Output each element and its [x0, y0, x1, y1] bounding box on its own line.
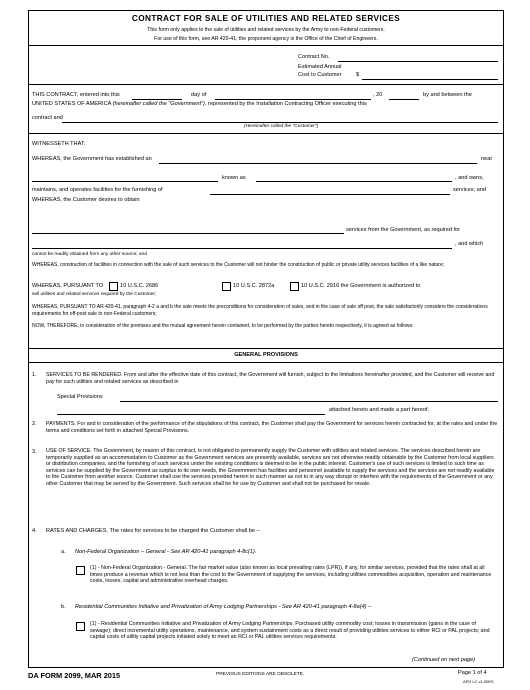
contract-no-field[interactable] [338, 61, 498, 62]
usc-2686-checkbox[interactable] [109, 282, 118, 291]
maintains-text: maintains, and operates facilities for the furnishing of [32, 187, 163, 193]
services-from-text: services from the Government, as required for [346, 227, 461, 233]
and-owns-text: , and owns, [455, 175, 484, 181]
cannot-obtain-text: cannot be readily obtained from any other source; and [32, 252, 147, 257]
day-of-text: day of [191, 92, 207, 98]
version-label: APD LC v1.00ES [463, 679, 494, 684]
installation-field[interactable] [159, 163, 477, 164]
services-and-text: services; and [453, 187, 486, 193]
year-field[interactable] [389, 99, 419, 100]
whereas-ar-text: WHEREAS, PURSUANT TO AR 420-41, paragraph 4-2 a and b the sale meets the preconditions for consideration of sales, and in the case of sale off post, the sale satisfactorily considers the considerations requirements for off-post sale to non-Federal customers; [32, 304, 488, 317]
header-divider [28, 84, 504, 85]
rate-b1-text: (1) - Residential Communities Initiative and Privatization of Army Lodging Partnerships. Purchased utility commodity cost; losses in transmission (gains in the case of sewage); direct incremental utility operations, maintenance, and system sustainment costs as a direct result of providing utilities services to either RCI or PAL projects; and capital costs of utility capital projects initiated solely to meet an RCI or PAL utilities services requirements. [90, 621, 490, 641]
rate-b-text: Residential Communities Initiative and Privatization of Army Lodging Partnerships - See AR 420-41 paragraph 4-8a(4) – [75, 604, 372, 610]
page-number: Page 1 of 4 [458, 670, 487, 676]
general-provisions-top-rule [28, 348, 504, 349]
rate-b-label: b. [61, 604, 66, 610]
form-title: CONTRACT FOR SALE OF UTILITIES AND RELATED SERVICES [131, 14, 401, 23]
general-provisions-bottom-rule [28, 362, 504, 363]
whereas-obtain-text: WHEREAS, the Customer desires to obtain [32, 197, 140, 203]
now-therefore-text: NOW, THEREFORE, in consideration of the premises and the mutual agreement herein contained, to be performed by the parties hereto respectively, it is agreed as follows: [32, 323, 414, 329]
provision-1-number: 1. [32, 372, 37, 378]
title-divider [28, 45, 504, 46]
by-and-between-text: by and between the [423, 92, 472, 98]
whereas-established-text: WHEREAS, the Government has established an [32, 156, 152, 162]
known-as-field[interactable] [256, 181, 452, 182]
rate-a-label: a. [61, 549, 66, 555]
location-field[interactable] [32, 181, 218, 182]
cost-to-customer-label: Cost to Customer [298, 72, 342, 78]
usc-2916-label: 10 U.S.C. 2916 the Government is authorized to [301, 283, 421, 289]
day-field[interactable] [132, 99, 182, 100]
witnesseth-heading: WITNESSETH THAT: [32, 141, 86, 147]
services-type-field[interactable] [32, 233, 344, 234]
customer-name-field[interactable] [62, 122, 498, 123]
usc-2916-checkbox[interactable] [290, 282, 299, 291]
intro-line-2 [32, 101, 367, 108]
provision-1-text: SERVICES TO BE RENDERED. From and after the effective date of this contract, the Government will furnish, subject to the limitations hereinafter provided, and the Customer will receive and pay for such utilities and related services as described in [46, 372, 495, 385]
year-prefix-text: , 20 [373, 92, 383, 98]
whereas-construction-text: WHEREAS, construction of facilities in connection with the sale of such services to the Customer will not hinder the construction of public or private utility services facilities of a like nature; [32, 262, 445, 268]
provision-2-number: 2. [32, 421, 37, 427]
contract-no-label: Contract No. [298, 54, 330, 60]
form-subtitle-proponent: For use of this form, see AR 420-41; the proponent agency is the Office of the Chief of Engineers. [154, 36, 378, 42]
special-provisions-field-2[interactable] [57, 414, 325, 415]
intro-divider [28, 133, 504, 134]
provision-2-text: PAYMENTS. For and in consideration of the performance of the stipulations of this contract, the Customer shall pay the Government for services herein contracted for, at the rates and under the terms and conditions set forth in attached Special Provisions. [46, 421, 498, 434]
customer-caption: (Hereinafter called the "Customer") [244, 124, 319, 129]
cost-to-customer-field[interactable] [362, 79, 498, 80]
rate-a1-checkbox[interactable] [76, 566, 85, 575]
usc-2686-label: 10 U.S.C. 2686 [120, 283, 159, 289]
rate-b1-checkbox[interactable] [76, 622, 85, 631]
form-subtitle-applies: This form only applies to the sale of utilities and related services by the Army to non-Federal customers. [147, 27, 385, 33]
this-contract-text: THIS CONTRACT, entered into this [32, 92, 120, 98]
purpose-field[interactable] [32, 248, 452, 249]
usc-2872a-checkbox[interactable] [222, 282, 231, 291]
rate-a-text: Non-Federal Organization – General - See AR 420-41 paragraph 4-8c(1). [75, 549, 257, 555]
general-provisions-heading: GENERAL PROVISIONS [234, 352, 298, 358]
estimated-annual-label: Estimated Annual [298, 64, 342, 70]
provision-4-number: 4. [32, 528, 37, 534]
provision-3-number: 3. [32, 449, 37, 455]
government-caption: (hereinafter called the "Government") [112, 101, 205, 107]
month-field[interactable] [215, 99, 371, 100]
furnishing-field[interactable] [210, 194, 450, 195]
contract-and-text: contract and [32, 115, 63, 121]
provision-4-text: RATES AND CHARGES. The rates for services to be charged the Customer shall be – [46, 528, 260, 534]
previous-editions-note: PREVIOUS EDITIONS ARE OBSOLETE. [216, 672, 305, 677]
form-number: DA FORM 2099, MAR 2015 [28, 671, 121, 680]
sell-utilities-text: sell utilities and related services required by the Customer; [32, 292, 157, 297]
rate-a1-text: (1) - Non-Federal Organization - General. The fair market value (also known as local prevailing rates (LPR)), if any, for similar services, provided that the rates shall at all times produce a revenue which is not less than the cost to the Government of supplying the services, including utilities commodities acquisition, operation and maintenance costs, losses, capital and administrative overhead charges. [90, 565, 492, 585]
near-text: near [481, 156, 493, 162]
dollar-sign: $ [356, 72, 360, 78]
whereas-pursuant-text: WHEREAS, PURSUANT TO [32, 283, 104, 289]
usa-text: UNITED STATES OF AMERICA [32, 101, 112, 107]
attached-text: attached hereto and made a part hereof. [329, 407, 430, 413]
known-as-text: known as [222, 175, 246, 181]
special-provisions-field[interactable] [120, 401, 498, 402]
special-provisions-label: Special Provisions [57, 394, 103, 400]
usc-2872a-label: 10 U.S.C. 2872a [233, 283, 275, 289]
and-which-text: , and which [455, 241, 484, 247]
intro-line-2-rest: , represented by the Installation Contracting Officer executing this [204, 101, 367, 107]
provision-3-text: USE OF SERVICE. The Government, by reason of this contract, is not obligated to permanently supply the Customer with utilities and related services. The services described herein are temporarily supplied as an accommodation to Customer as the Government services are presently available, services are not otherwise readily obtainable by the Customer from local suppliers or distribution companies, and the furnishing of such services under the existing conditions is deemed to be in the public interest. Customer's use of such services is limited to such time as services can be supplied by the Government as surplus to its own needs, the Government has facilities and personnel available to supply the services and the services are not readily available to the Customer from another source. Customer shall use the services provided herein in such manner as not to in any way disrupt or interfere with the requirements of the Government or any other Customer that may be served by the Government. Such services shall be for use by Customer and shall not be purchased for resale. [46, 448, 495, 487]
continued-note: (Continued on next page) [412, 657, 476, 663]
